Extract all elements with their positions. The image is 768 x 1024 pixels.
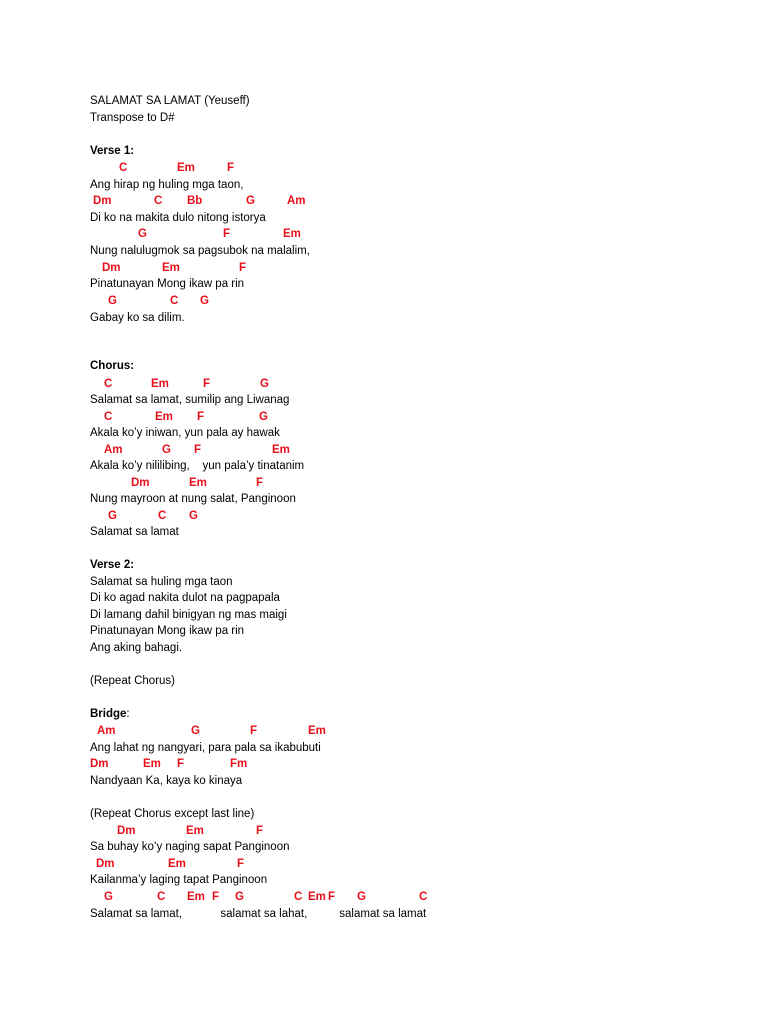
chord: F	[227, 162, 235, 174]
chord: G	[191, 725, 200, 737]
chord: C	[170, 295, 179, 307]
chord: C	[294, 891, 303, 903]
lyric-line: Salamat sa lamat	[90, 526, 179, 538]
chord: Em	[189, 477, 207, 489]
repeat-chorus-note: (Repeat Chorus)	[90, 675, 176, 687]
lyric-line: Sa buhay ko’y naging sapat Panginoon	[90, 841, 290, 853]
chord: G	[246, 195, 255, 207]
chord: C	[104, 378, 113, 390]
chord: Dm	[93, 195, 112, 207]
chord: F	[256, 477, 264, 489]
chord: Em	[151, 378, 169, 390]
chord: Em	[177, 162, 195, 174]
bridge-heading-text: Bridge	[90, 708, 127, 720]
lyric-line: Pinatunayan Mong ikaw pa rin	[90, 278, 245, 290]
chord: Em	[168, 858, 186, 870]
lyric-line: Nung mayroon at nung salat, Panginoon	[90, 493, 296, 505]
chorus-heading: Chorus:	[90, 360, 135, 372]
verse1-heading: Verse 1:	[90, 145, 135, 157]
chord: Am	[104, 444, 123, 456]
chord: Dm	[96, 858, 115, 870]
chord: G	[189, 510, 198, 522]
lyric-line: Di lamang dahil binigyan ng mas maigi	[90, 609, 287, 621]
lyric-line: Akala ko’y nililibing, yun pala’y tinatanim	[90, 460, 305, 472]
chord: F	[203, 378, 211, 390]
chord: Em	[308, 725, 326, 737]
lyric-line: Nandyaan Ka, kaya ko kinaya	[90, 775, 243, 787]
chord: G	[108, 295, 117, 307]
chord: Em	[186, 825, 204, 837]
chord: C	[158, 510, 167, 522]
repeat-chorus-except-note: (Repeat Chorus except last line)	[90, 808, 255, 820]
chord: C	[157, 891, 166, 903]
chord: F	[194, 444, 202, 456]
chord: Bb	[187, 195, 203, 207]
bridge-heading	[90, 706, 130, 722]
lyric-line: Di ko na makita dulo nitong istorya	[90, 212, 266, 224]
chord: Dm	[117, 825, 136, 837]
chord: Am	[97, 725, 116, 737]
lyric-line: Ang aking bahagi.	[90, 642, 183, 654]
chord: C	[104, 411, 113, 423]
lyric-line: Pinatunayan Mong ikaw pa rin	[90, 625, 245, 637]
chord: F	[256, 825, 264, 837]
verse2-heading: Verse 2:	[90, 559, 135, 571]
chord: C	[154, 195, 163, 207]
chord: Em	[143, 758, 161, 770]
chord: G	[104, 891, 113, 903]
chord: G	[260, 378, 269, 390]
chord: G	[235, 891, 244, 903]
lyric-line: Salamat sa lamat, salamat sa lahat, salamat sa lamat	[90, 908, 427, 920]
chord: Dm	[131, 477, 150, 489]
chord: C	[419, 891, 428, 903]
chord: Em	[162, 262, 180, 274]
chord: F	[328, 891, 336, 903]
lyric-line: Kailanma’y laging tapat Panginoon	[90, 874, 268, 886]
chord: F	[212, 891, 220, 903]
chord: Dm	[90, 758, 109, 770]
chord: F	[250, 725, 258, 737]
lyric-line: Salamat sa lamat, sumilip ang Liwanag	[90, 394, 290, 406]
lyric-line: Akala ko’y iniwan, yun pala ay hawak	[90, 427, 280, 439]
transpose-note: Transpose to D#	[90, 112, 175, 124]
bridge-heading-colon: :	[126, 708, 130, 720]
chord: C	[119, 162, 128, 174]
chord: G	[259, 411, 268, 423]
chord: Em	[187, 891, 205, 903]
chord: F	[177, 758, 185, 770]
chord: Em	[155, 411, 173, 423]
chord: F	[223, 228, 231, 240]
lyric-line: Nung nalulugmok sa pagsubok na malalim,	[90, 245, 310, 257]
chord: Fm	[230, 758, 248, 770]
lyric-line: Gabay ko sa dilim.	[90, 312, 185, 324]
lyric-line: Ang lahat ng nangyari, para pala sa ikabubuti	[90, 742, 321, 754]
lyric-line: Di ko agad nakita dulot na pagpapala	[90, 592, 280, 604]
chord: G	[357, 891, 366, 903]
chord: Em	[272, 444, 290, 456]
chord: Em	[283, 228, 301, 240]
chord: Am	[287, 195, 306, 207]
chord: F	[237, 858, 245, 870]
chord: F	[239, 262, 247, 274]
chord: G	[138, 228, 147, 240]
lyric-line: Ang hirap ng huling mga taon,	[90, 179, 244, 191]
chord: Em	[308, 891, 326, 903]
chord: F	[197, 411, 205, 423]
chord: Dm	[102, 262, 121, 274]
chord: G	[162, 444, 171, 456]
lyric-line: Salamat sa huling mga taon	[90, 576, 233, 588]
chord: G	[200, 295, 209, 307]
chord: G	[108, 510, 117, 522]
song-title: SALAMAT SA LAMAT (Yeuseff)	[90, 95, 250, 107]
